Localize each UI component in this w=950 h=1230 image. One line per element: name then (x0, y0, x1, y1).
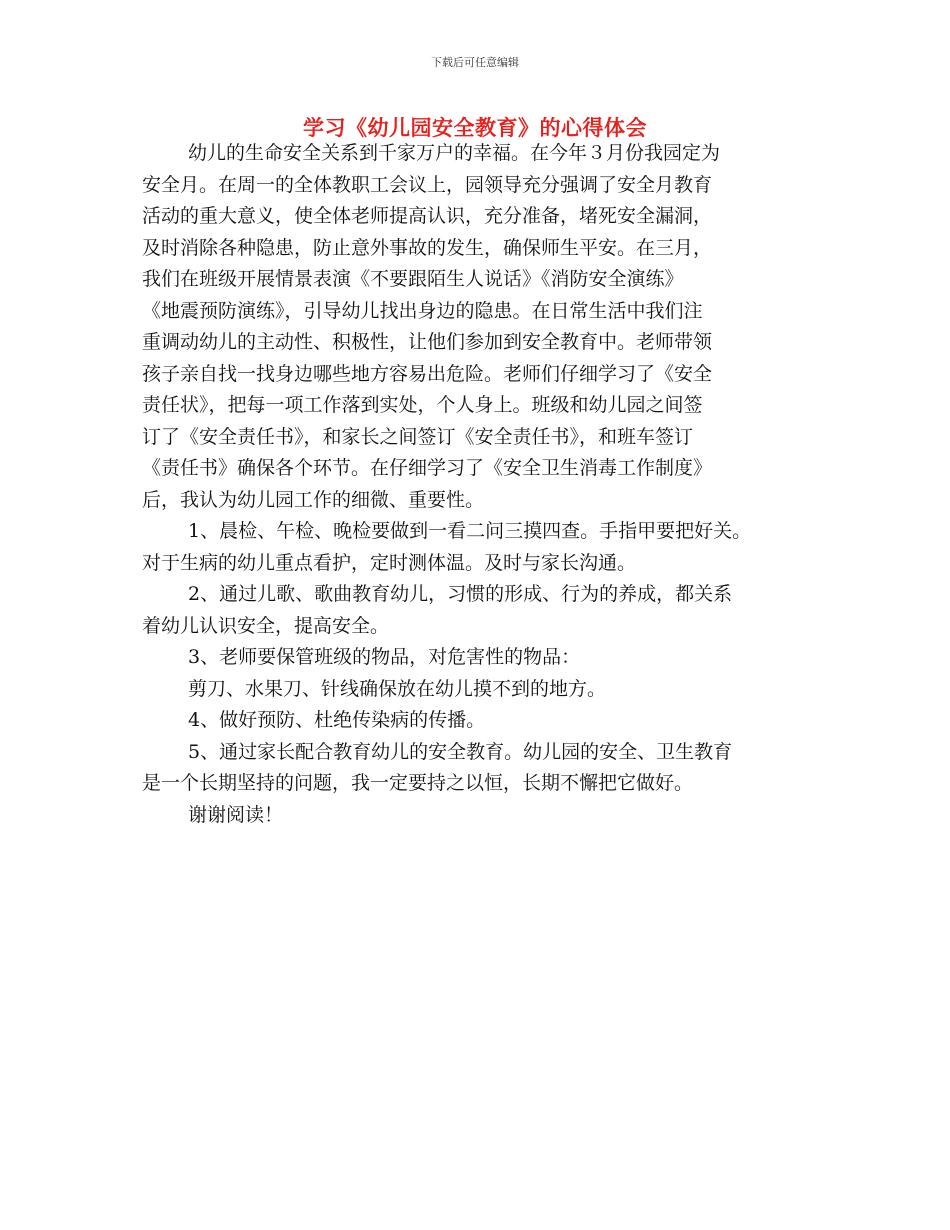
paragraph-line: 活动的重大意义，使全体老师提高认识，充分准备，堵死安全漏洞， (142, 205, 713, 227)
paragraph-line: 订了《安全责任书》，和家长之间签订《安全责任书》，和班车签订 (142, 425, 694, 448)
document-title: 学习《幼儿园安全教育》的心得体会 (303, 116, 647, 140)
list-item-line: 剪刀、水果刀、针线确保放在幼儿摸不到的地方。 (188, 677, 607, 700)
list-item-line: 2、通过儿歌、歌曲教育幼儿，习惯的形成、行为的养成，都关系 (188, 583, 733, 605)
list-item-line: 是一个长期坚持的问题，我一定要持之以恒，长期不懈把它做好。 (142, 772, 694, 794)
paragraph-line: 孩子亲自找一找身边哪些地方容易出危险。老师们仔细学习了《安全 (142, 362, 713, 385)
paragraph-line: 责任状》，把每一项工作落到实处，个人身上。班级和幼儿园之间签 (142, 394, 703, 416)
paragraph-line: 我们在班级开展情景表演《不要跟陌生人说话》《消防安全演练》 (142, 268, 684, 290)
document-body (142, 138, 832, 831)
list-item-line: 3、老师要保管班级的物品，对危害性的物品： (188, 646, 581, 668)
list-item-line: 着幼儿认识安全，提高安全。 (142, 614, 390, 637)
page-header: 下载后可任意编辑 (431, 56, 519, 69)
paragraph-line: 安全月。在周一的全体教职工会议上，园领导充分强调了安全月教育 (142, 173, 713, 196)
list-item-line: 1、晨检、午检、晚检要做到一看二问三摸四查。手指甲要把好关。 (188, 520, 752, 542)
list-item-line: 对于生病的幼儿重点看护，定时测体温。及时与家长沟通。 (142, 551, 637, 574)
paragraph-line: 后，我认为幼儿园工作的细微、重要性。 (142, 488, 485, 511)
paragraph-line: 《责任书》确保各个环节。在仔细学习了《安全卫生消毒工作制度》 (142, 457, 713, 479)
paragraph-line: 及时消除各种隐患，防止意外事故的发生，确保师生平安。在三月， (142, 236, 713, 259)
closing-line: 谢谢阅读！ (188, 803, 284, 826)
list-item-line: 5、通过家长配合教育幼儿的安全教育。幼儿园的安全、卫生教育 (188, 740, 733, 763)
list-item-line: 4、做好预防、杜绝传染病的传播。 (188, 709, 486, 731)
paragraph-line: 重调动幼儿的主动性、积极性，让他们参加到安全教育中。老师带领 (142, 331, 713, 353)
paragraph-line: 《地震预防演练》，引导幼儿找出身边的隐患。在日常生活中我们注 (142, 299, 703, 322)
paragraph-line: 幼儿的生命安全关系到千家万户的幸福。在今年３月份我园定为 (188, 142, 721, 164)
